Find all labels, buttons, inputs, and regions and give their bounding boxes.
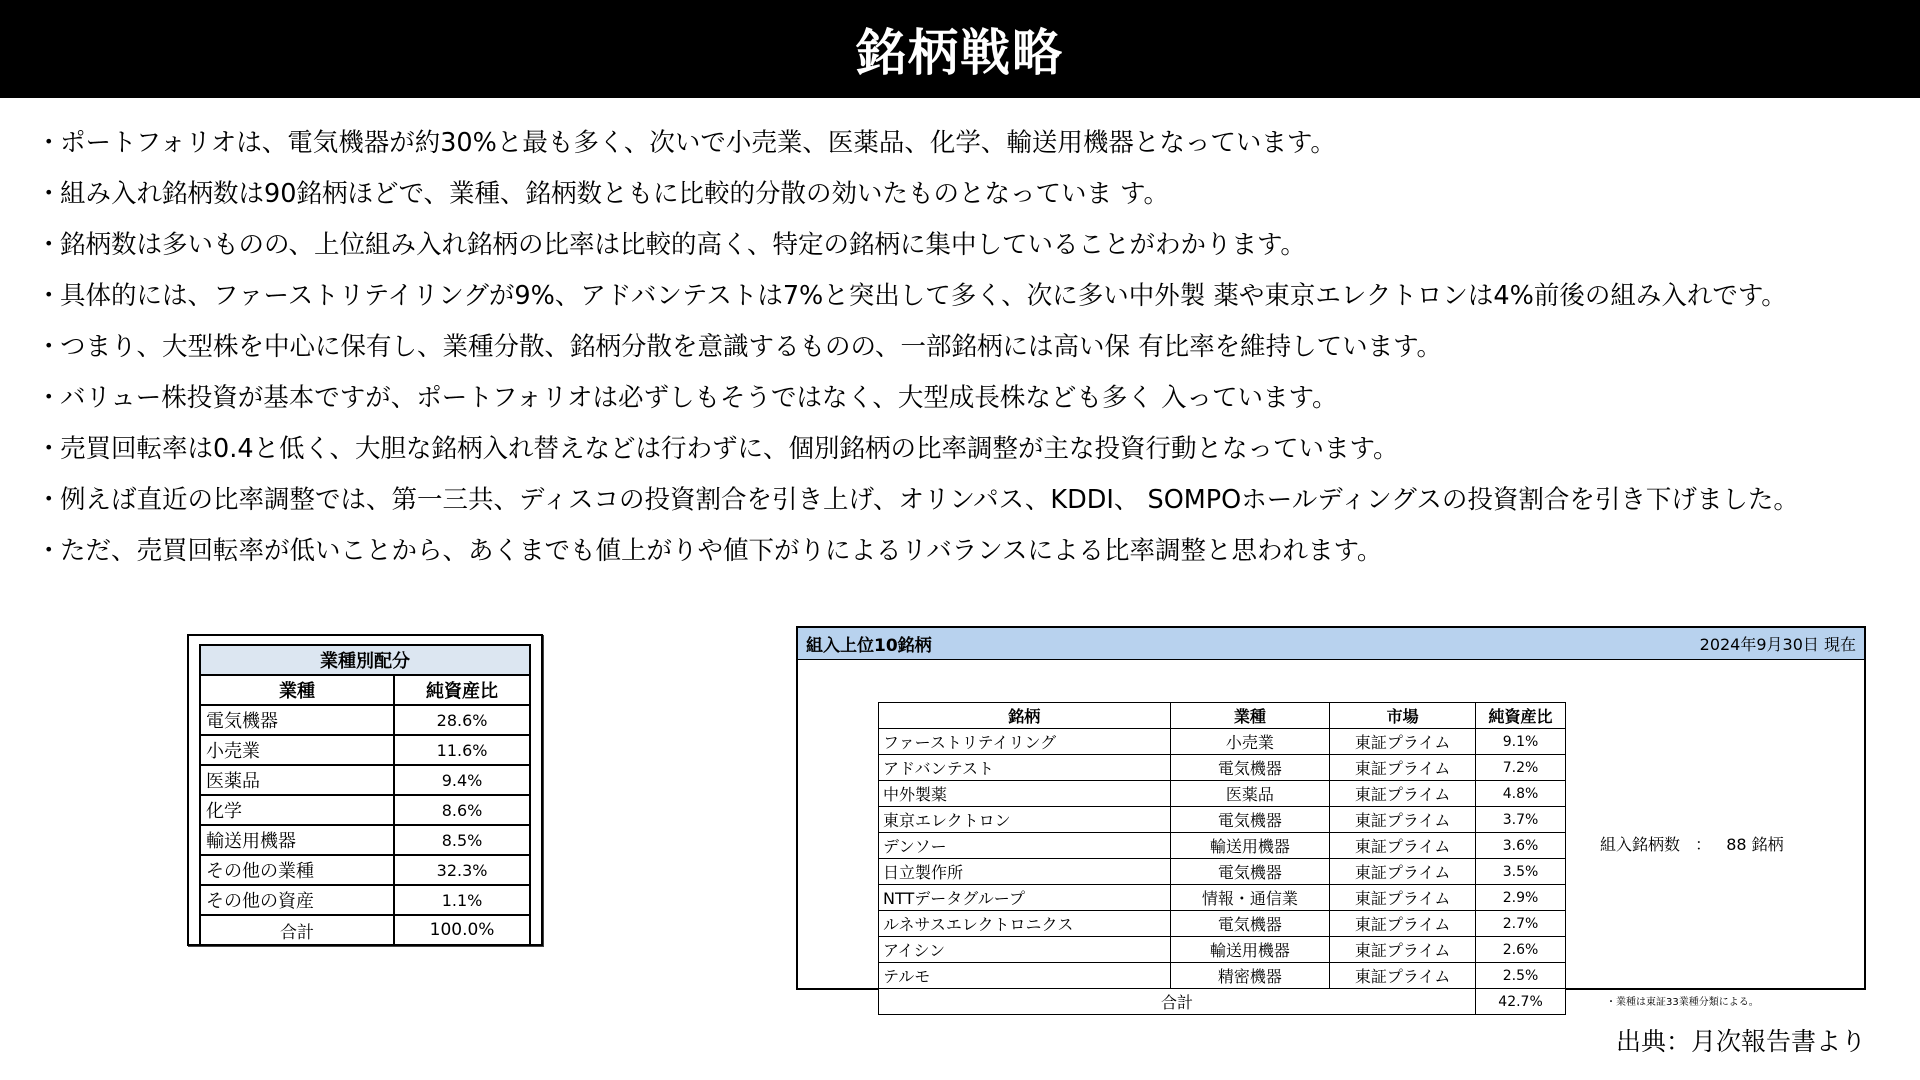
bullet-text: 銘柄数は多いものの、上位組み入れ銘柄の比率は比較的高く、特定の銘柄に集中していることがわかります。 <box>60 230 1306 260</box>
total-value: 100.0% <box>394 915 530 945</box>
stock-ratio: 3.6% <box>1476 833 1566 859</box>
bullet-text: 売買回転率は0.4と低く、大胆な銘柄入れ替えなどは行わずに、個別銘柄の比率調整が主な投資行動となっています。 <box>60 434 1399 464</box>
bullet-item <box>36 475 1896 526</box>
sector-name: 医薬品 <box>200 765 394 795</box>
stock-name: NTTデータグループ <box>879 885 1171 911</box>
stock-ratio: 7.2% <box>1476 755 1566 781</box>
bullet-item <box>36 424 1896 475</box>
sector-name: 小売業 <box>200 735 394 765</box>
stock-header: 銘柄 <box>879 703 1171 729</box>
stock-name: ファーストリテイリング <box>879 729 1171 755</box>
bullet-mark: ・ <box>36 179 62 209</box>
bullet-text: バリュー株投資が基本ですが、ポートフォリオは必ずしもそうではなく、大型成長株なども多く 入っています。 <box>60 383 1338 413</box>
stock-ratio: 2.5% <box>1476 963 1566 989</box>
stock-name: 中外製薬 <box>879 781 1171 807</box>
table-row <box>200 855 530 885</box>
ratio-header: 純資産比 <box>394 675 530 705</box>
table-row <box>200 765 530 795</box>
stock-market: 東証プライム <box>1330 807 1476 833</box>
stock-market: 東証プライム <box>1330 833 1476 859</box>
stock-name: デンソー <box>879 833 1171 859</box>
stock-sector: 電気機器 <box>1170 911 1330 937</box>
top10-title: 組入上位10銘柄 <box>806 636 932 656</box>
stock-name: テルモ <box>879 963 1171 989</box>
bullet-text: つまり、大型株を中心に保有し、業種分散、銘柄分散を意識するものの、一部銘柄には高い保 有比率を維持しています。 <box>60 332 1443 362</box>
sector-name: 輸送用機器 <box>200 825 394 855</box>
sector-allocation-table <box>199 644 531 946</box>
table-row <box>879 963 1566 989</box>
bullet-item <box>36 118 1896 169</box>
sector-header: 業種 <box>1170 703 1330 729</box>
as-of-date: 2024年9月30日 現在 <box>1699 635 1856 654</box>
table-row <box>879 755 1566 781</box>
stock-ratio: 2.9% <box>1476 885 1566 911</box>
top10-panel <box>796 626 1866 1012</box>
bullet-mark: ・ <box>36 434 62 464</box>
bullet-item <box>36 526 1896 577</box>
holdings-count-sep: ： <box>1695 835 1712 854</box>
stock-market: 東証プライム <box>1330 885 1476 911</box>
source-citation: 出典：月次報告書より <box>1615 1027 1866 1056</box>
ratio-header: 純資産比 <box>1476 703 1566 729</box>
sector-name: 化学 <box>200 795 394 825</box>
stock-sector: 電気機器 <box>1170 807 1330 833</box>
table-row <box>879 729 1566 755</box>
table-row <box>879 781 1566 807</box>
stock-name: ルネサスエレクトロニクス <box>879 911 1171 937</box>
stock-ratio: 3.5% <box>1476 859 1566 885</box>
stock-name: 東京エレクトロン <box>879 807 1171 833</box>
bullet-item <box>36 322 1896 373</box>
bullet-mark: ・ <box>36 230 62 260</box>
holdings-count <box>1600 832 1784 855</box>
classification-note: ・業種は東証33業種分類による。 <box>1606 997 1759 1008</box>
sector-header: 業種 <box>200 675 394 705</box>
sector-name: 電気機器 <box>200 705 394 735</box>
stock-market: 東証プライム <box>1330 755 1476 781</box>
stock-sector: 輸送用機器 <box>1170 833 1330 859</box>
bullet-item <box>36 220 1896 271</box>
stock-sector: 情報・通信業 <box>1170 885 1330 911</box>
bullet-text: ただ、売買回転率が低いことから、あくまでも値上がりや値下がりによるリバランスによる比率調整と思われます。 <box>60 536 1383 566</box>
sector-name: その他の資産 <box>200 885 394 915</box>
sector-ratio: 11.6% <box>394 735 530 765</box>
bullet-mark: ・ <box>36 128 62 158</box>
bullet-text: 例えば直近の比率調整では、第一三共、ディスコの投資割合を引き上げ、オリンパス、KDDI、 SOMPOホールディングスの投資割合を引き下げました。 <box>60 485 1799 515</box>
total-label: 合計 <box>200 915 394 945</box>
bullet-list <box>36 118 1896 577</box>
stock-sector: 精密機器 <box>1170 963 1330 989</box>
sector-ratio: 1.1% <box>394 885 530 915</box>
stock-sector: 電気機器 <box>1170 859 1330 885</box>
stock-sector: 小売業 <box>1170 729 1330 755</box>
table-row <box>200 735 530 765</box>
holdings-count-value: 88 銘柄 <box>1726 835 1784 854</box>
bullet-mark: ・ <box>36 281 62 311</box>
bullet-item <box>36 271 1896 322</box>
bullet-text: ポートフォリオは、電気機器が約30%と最も多く、次いで小売業、医薬品、化学、輸送用機器となっています。 <box>60 128 1336 158</box>
sector-ratio: 8.5% <box>394 825 530 855</box>
stock-market: 東証プライム <box>1330 859 1476 885</box>
stock-market: 東証プライム <box>1330 729 1476 755</box>
stock-name: アイシン <box>879 937 1171 963</box>
top10-table <box>878 702 1566 1015</box>
market-header: 市場 <box>1330 703 1476 729</box>
table-row <box>879 885 1566 911</box>
total-label: 合計 <box>879 989 1476 1015</box>
stock-market: 東証プライム <box>1330 911 1476 937</box>
sector-allocation-panel <box>187 634 543 946</box>
table-row <box>200 705 530 735</box>
bullet-mark: ・ <box>36 485 62 515</box>
bullet-mark: ・ <box>36 383 62 413</box>
page-title: 銘柄戦略 <box>856 24 1064 82</box>
sector-ratio: 28.6% <box>394 705 530 735</box>
total-row <box>200 915 530 945</box>
stock-name: アドバンテスト <box>879 755 1171 781</box>
total-row <box>879 989 1566 1015</box>
stock-market: 東証プライム <box>1330 963 1476 989</box>
table-row <box>200 825 530 855</box>
holdings-count-label: 組入銘柄数 <box>1600 835 1681 854</box>
stock-sector: 輸送用機器 <box>1170 937 1330 963</box>
stock-ratio: 2.7% <box>1476 911 1566 937</box>
sector-ratio: 9.4% <box>394 765 530 795</box>
bullet-text: 具体的には、ファーストリテイリングが9%、アドバンテストは7%と突出して多く、次に多い中外製 薬や東京エレクトロンは4%前後の組み入れです。 <box>60 281 1787 311</box>
stock-name: 日立製作所 <box>879 859 1171 885</box>
stock-sector: 電気機器 <box>1170 755 1330 781</box>
table-row <box>879 833 1566 859</box>
stock-market: 東証プライム <box>1330 781 1476 807</box>
stock-market: 東証プライム <box>1330 937 1476 963</box>
bullet-item <box>36 373 1896 424</box>
bullet-item <box>36 169 1896 220</box>
sector-table-caption: 業種別配分 <box>200 645 530 675</box>
table-row <box>879 911 1566 937</box>
table-row <box>200 885 530 915</box>
stock-ratio: 2.6% <box>1476 937 1566 963</box>
table-row <box>879 937 1566 963</box>
top10-header <box>798 628 1864 660</box>
stock-ratio: 4.8% <box>1476 781 1566 807</box>
stock-ratio: 9.1% <box>1476 729 1566 755</box>
stock-ratio: 3.7% <box>1476 807 1566 833</box>
title-bar <box>0 0 1920 98</box>
total-value: 42.7% <box>1476 989 1566 1015</box>
sector-name: その他の業種 <box>200 855 394 885</box>
sector-ratio: 32.3% <box>394 855 530 885</box>
bullet-mark: ・ <box>36 536 62 566</box>
table-row <box>879 807 1566 833</box>
bullet-text: 組み入れ銘柄数は90銘柄ほどで、業種、銘柄数ともに比較的分散の効いたものとなっていま す。 <box>60 179 1170 209</box>
sector-ratio: 8.6% <box>394 795 530 825</box>
stock-sector: 医薬品 <box>1170 781 1330 807</box>
bullet-mark: ・ <box>36 332 62 362</box>
table-row <box>200 795 530 825</box>
table-row <box>879 859 1566 885</box>
